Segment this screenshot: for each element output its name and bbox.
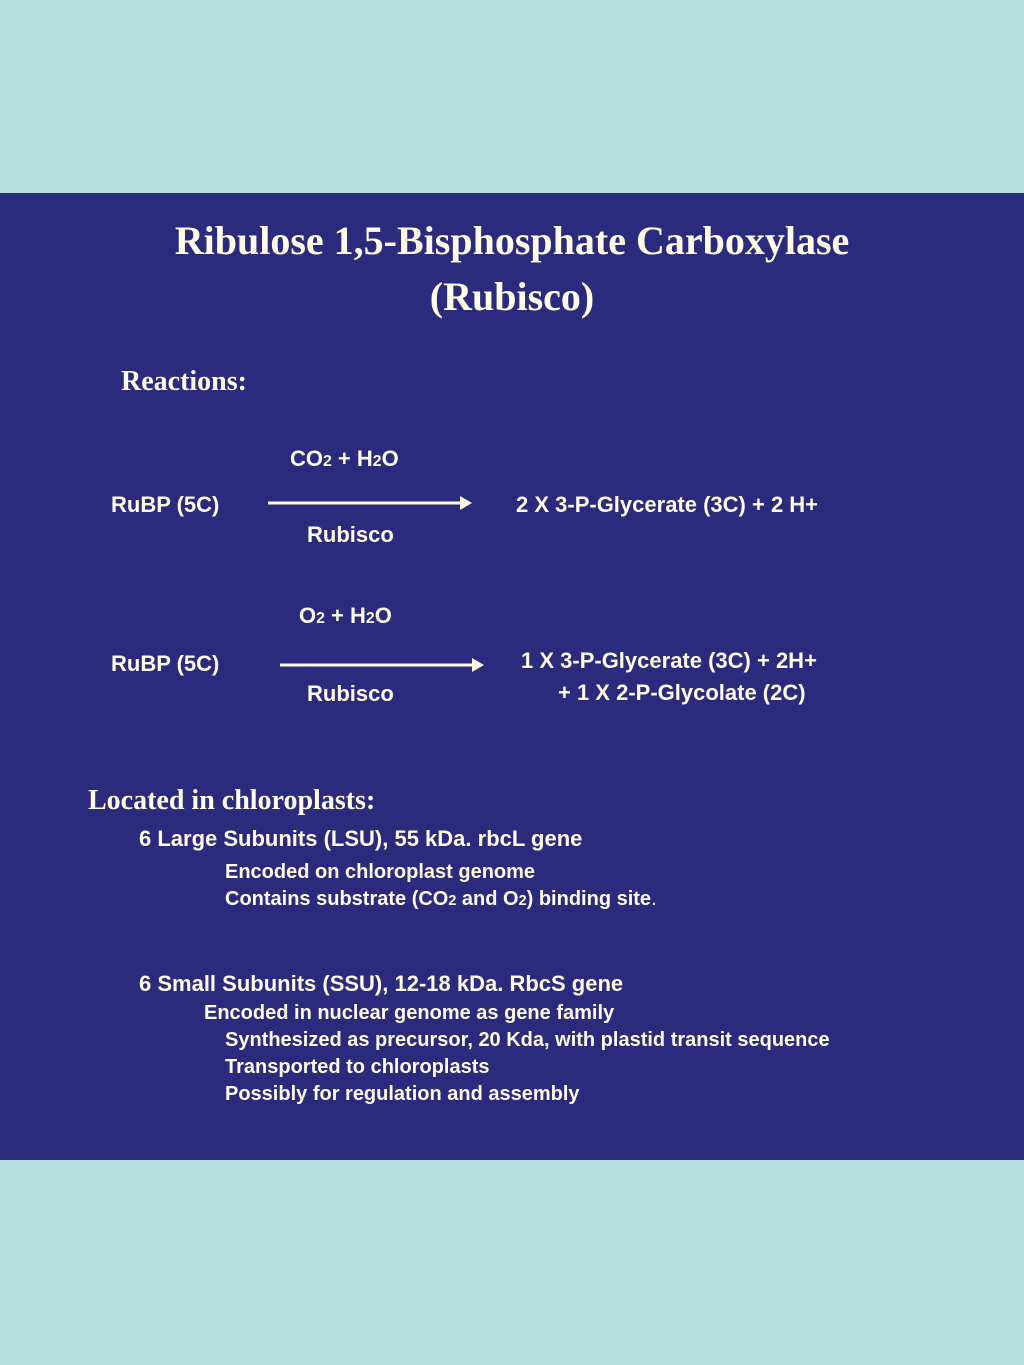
ssu-item-4: Possibly for regulation and assembly [225,1083,580,1105]
reaction2-product-line1: 1 X 3-P-Glycerate (3C) + 2H+ [521,648,817,673]
ssu-title: 6 Small Subunits (SSU), 12-18 kDa. RbcS gene [139,971,624,996]
reaction1-product: 2 X 3-P-Glycerate (3C) + 2 H+ [516,492,819,517]
reaction2-cosubstrates: O2 + H2O [299,603,392,628]
reactions-heading: Reactions: [121,366,247,397]
slide-panel [0,193,1024,1160]
lsu-item-1: Encoded on chloroplast genome [225,861,536,883]
ssu-item-2: Synthesized as precursor, 20 Kda, with plastid transit sequence [225,1029,830,1051]
reaction2-enzyme: Rubisco [307,681,394,706]
title-line-2: (Rubisco) [429,274,595,319]
reaction1-cosubstrates: CO2 + H2O [290,446,399,471]
ssu-item-1: Encoded in nuclear genome as gene family [204,1002,615,1024]
right-arrow-icon [268,503,472,519]
reaction2-product-line2: + 1 X 2-P-Glycolate (2C) [558,680,806,705]
location-heading: Located in chloroplasts: [88,785,376,816]
lsu-title: 6 Large Subunits (LSU), 55 kDa. rbcL gene [139,826,583,851]
title-line-1: Ribulose 1,5-Bisphosphate Carboxylase [174,218,850,263]
lsu-item-2: Contains substrate (CO2 and O2) binding site. [225,888,657,910]
ssu-item-3: Transported to chloroplasts [225,1056,490,1078]
reaction1-enzyme: Rubisco [307,522,394,547]
reaction2-reactant: RuBP (5C) [111,651,220,676]
reaction1-reactant: RuBP (5C) [111,492,220,517]
right-arrow-icon [280,665,484,681]
slide-title [0,213,1024,325]
